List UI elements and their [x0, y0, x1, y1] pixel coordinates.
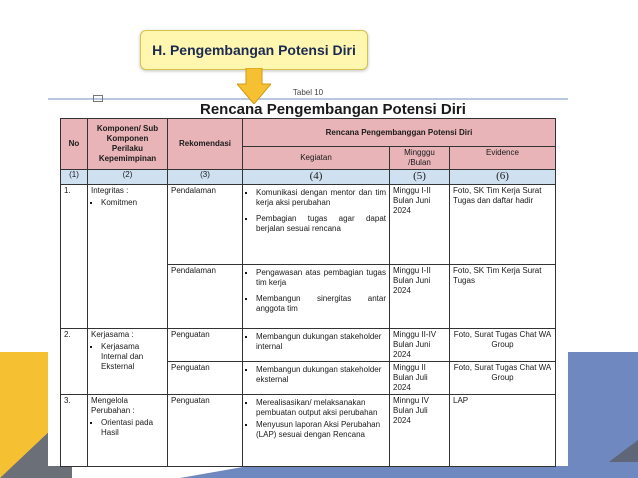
row-kegiatan	[243, 394, 390, 466]
sub-komponen: ▪ Kerjasama Internal dan Eksternal	[101, 342, 164, 372]
header-komponen: Komponen/ Sub Komponen Perilaku Kepemimpinan	[88, 119, 168, 170]
komponen-label: Kerjasama :	[91, 329, 134, 339]
num-4: (4)	[243, 170, 390, 185]
num-6: (6)	[450, 170, 556, 185]
header-evidence: Evidence	[450, 147, 556, 170]
row-rekomendasi: Penguatan	[168, 361, 243, 394]
kegiatan-item: ▪ Menyusun laporan Aksi Perubahan (LAP) sesuai dengan Rencana	[256, 420, 386, 440]
num-5: (5)	[390, 170, 450, 185]
header-rencana: Rencana Pengembanggan Potensi Diri	[243, 119, 556, 147]
figure-icon	[93, 95, 103, 102]
row-minggu: Minngu IV Bulan Juli 2024	[390, 394, 450, 466]
card-top-line	[48, 98, 568, 100]
row-minggu: Minggu II-IV Bulan Juni 2024	[390, 328, 450, 361]
row-komponen	[88, 394, 168, 466]
down-arrow-icon	[237, 68, 271, 104]
num-3: (3)	[168, 170, 243, 185]
development-plan-table	[60, 118, 556, 467]
header-no: No	[61, 119, 88, 170]
row-minggu: Minggu I-II Bulan Juni 2024	[390, 184, 450, 264]
row-evidence: Foto, SK Tim Kerja Surat Tugas dan daftar hadir	[450, 184, 556, 264]
table-row	[61, 184, 556, 264]
header-minggu: Mingggu /Bulan	[390, 147, 450, 170]
row-evidence: Foto, Surat Tugas Chat WA Group	[450, 361, 556, 394]
sub-komponen: ▪ Orientasi pada Hasil	[101, 418, 164, 438]
kegiatan-item: ▪ Pembagian tugas agar dapat berjalan sesuai rencana	[256, 214, 386, 234]
row-kegiatan	[243, 264, 390, 328]
table-row	[61, 394, 556, 466]
num-2: (2)	[88, 170, 168, 185]
row-rekomendasi: Pendalaman	[168, 264, 243, 328]
row-rekomendasi: Penguatan	[168, 328, 243, 361]
row-no: 3.	[61, 394, 88, 466]
row-komponen	[88, 184, 168, 328]
row-minggu: Minggu II Bulan Juli 2024	[390, 361, 450, 394]
header-kegiatan: Kegiatan	[243, 147, 390, 170]
sub-komponen: ▪ Komitmen	[101, 198, 164, 208]
kegiatan-item: ▪ Komunikasi dengan mentor dan tim kerja aksi perubahan	[256, 188, 386, 208]
kegiatan-item: ▪ Membangun sinergitas antar anggota tim	[256, 294, 386, 314]
komponen-label: Integritas :	[91, 185, 129, 195]
num-1: (1)	[61, 170, 88, 185]
row-minggu: Minggu I-II Bulan Juni 2024	[390, 264, 450, 328]
row-no: 2.	[61, 328, 88, 394]
row-komponen	[88, 328, 168, 394]
row-kegiatan	[243, 184, 390, 264]
row-no: 1.	[61, 184, 88, 328]
komponen-label: Mengelola Perubahan :	[91, 395, 135, 415]
row-evidence: Foto, Surat Tugas Chat WA Group	[450, 328, 556, 361]
kegiatan-item: ▪ Membangun dukungan stakeholder internal	[256, 332, 386, 352]
row-rekomendasi: Pendalaman	[168, 184, 243, 264]
kegiatan-item: ▪ Merealisasikan/ melaksanakan pembuatan output aksi perubahan	[256, 398, 386, 418]
row-evidence: Foto, SK Tim Kerja Surat Tugas	[450, 264, 556, 328]
row-kegiatan	[243, 361, 390, 394]
kegiatan-item: ▪ Pengawasan atas pembagian tugas tim kerja	[256, 268, 386, 288]
row-evidence: LAP	[450, 394, 556, 466]
table-row	[61, 328, 556, 361]
table-title: Rencana Pengembangan Potensi Diri	[200, 101, 466, 118]
header-rekomendasi: Rekomendasi	[168, 119, 243, 170]
row-kegiatan	[243, 328, 390, 361]
section-title: H. Pengembangan Potensi Diri	[140, 30, 368, 70]
table-number: Tabel 10	[292, 88, 324, 96]
kegiatan-item: ▪ Membangun dukungan stakeholder eksternal	[256, 365, 386, 385]
row-rekomendasi: Penguatan	[168, 394, 243, 466]
